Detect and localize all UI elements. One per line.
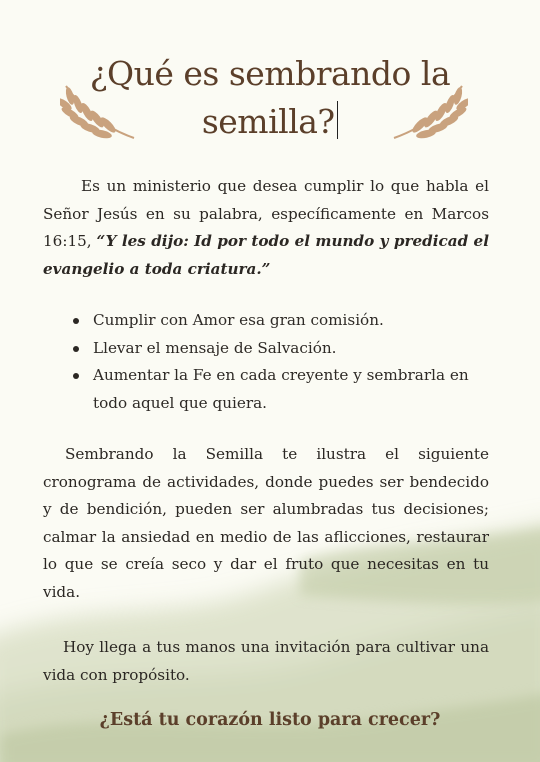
list-item-text: Cumplir con Amor esa gran comisión. (93, 311, 384, 329)
bullet-icon (73, 346, 79, 352)
intro-paragraph (43, 173, 489, 283)
schedule-paragraph: Sembrando la Semilla te ilustra el siguiente cronograma de actividades, donde puedes ser bendecido y de bendición, pueden ser alumbradas tus decisiones; calmar la ansiedad en medio de las aflicciones, restaurar lo que se creía seco y dar el fruto que necesitas en tu vida. (43, 445, 489, 601)
list-item (69, 362, 489, 417)
purpose-list (69, 307, 489, 417)
list-item-text: Llevar el mensaje de Salvación. (93, 338, 337, 357)
bullet-icon (73, 373, 79, 379)
intro-text: Es un ministerio que desea cumplir lo que habla el Señor Jesús en su palabra, específicamente en Marcos 16:15, (43, 177, 489, 250)
invitation-paragraph: Hoy llega a tus manos una invitación para cultivar una vida con propósito. (43, 638, 489, 684)
text-cursor (337, 101, 339, 139)
scripture-quote: “Y les dijo: Id por todo el mundo y predicad el evangelio a toda criatura.” (43, 232, 489, 278)
list-item-text: Aumentar la Fe en cada creyente y sembrarla en todo aquel que quiera. (93, 366, 469, 412)
page-title[interactable] (60, 50, 480, 146)
list-item (69, 335, 489, 363)
closing-question: ¿Está tu corazón listo para crecer? (99, 710, 441, 730)
bullet-icon (73, 318, 79, 324)
page-title-text: ¿Qué es sembrando la semilla? (89, 54, 451, 141)
list-item (69, 307, 489, 335)
